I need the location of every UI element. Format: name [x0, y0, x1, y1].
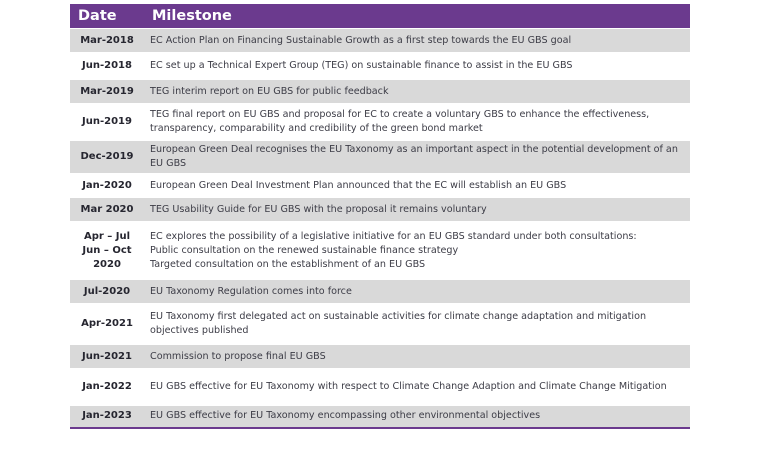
- date-cell: Mar-2018: [70, 29, 144, 53]
- table-row: [70, 141, 690, 174]
- table-row: [70, 29, 690, 53]
- date-cell: Mar 2020: [70, 198, 144, 222]
- milestone-cell: EC set up a Technical Expert Group (TEG) on sustainable finance to assist in the EU GBS: [144, 53, 690, 80]
- date-cell: Jan-2022: [70, 369, 144, 406]
- milestone-cell: EU Taxonomy first delegated act on sustainable activities for climate change adaptation and mitigation objectives published: [144, 304, 690, 345]
- table-row: [70, 53, 690, 80]
- date-cell: Mar-2019: [70, 80, 144, 104]
- table-header-row: [70, 4, 690, 29]
- date-cell: Jan-2020: [70, 174, 144, 198]
- milestone-table: [70, 4, 690, 429]
- table-row: [70, 304, 690, 345]
- table-body: [70, 29, 690, 428]
- milestone-cell: European Green Deal recognises the EU Taxonomy as an important aspect in the potential development of an EU GBS: [144, 141, 690, 174]
- milestone-cell: European Green Deal Investment Plan announced that the EC will establish an EU GBS: [144, 174, 690, 198]
- date-cell: Jun-2018: [70, 53, 144, 80]
- milestone-cell: Commission to propose final EU GBS: [144, 345, 690, 369]
- table-row: [70, 345, 690, 369]
- table-row: [70, 174, 690, 198]
- table-row: [70, 406, 690, 428]
- milestone-cell: EU GBS effective for EU Taxonomy with respect to Climate Change Adaption and Climate Change Mitigation: [144, 369, 690, 406]
- milestone-cell: TEG interim report on EU GBS for public feedback: [144, 80, 690, 104]
- milestone-cell: EU GBS effective for EU Taxonomy encompassing other environmental objectives: [144, 406, 690, 428]
- table-row: [70, 198, 690, 222]
- milestone-column-header: Milestone: [144, 4, 690, 29]
- milestone-cell: EU Taxonomy Regulation comes into force: [144, 280, 690, 304]
- table-row: [70, 80, 690, 104]
- date-column-header: Date: [70, 4, 144, 29]
- table-row: [70, 104, 690, 141]
- date-cell: Dec-2019: [70, 141, 144, 174]
- milestone-cell: EC Action Plan on Financing Sustainable Growth as a first step towards the EU GBS goal: [144, 29, 690, 53]
- date-cell: Apr-2021: [70, 304, 144, 345]
- table-row: [70, 280, 690, 304]
- date-cell: Jun-2019: [70, 104, 144, 141]
- table-row: [70, 222, 690, 280]
- date-cell: Jun-2021: [70, 345, 144, 369]
- table-row: [70, 369, 690, 406]
- milestone-cell: TEG final report on EU GBS and proposal for EC to create a voluntary GBS to enhance the effectiveness, transparency, comparability and credibility of the green bond market: [144, 104, 690, 141]
- date-cell: Jul-2020: [70, 280, 144, 304]
- milestone-cell: TEG Usability Guide for EU GBS with the proposal it remains voluntary: [144, 198, 690, 222]
- milestone-cell: EC explores the possibility of a legislative initiative for an EU GBS standard under both consultations: Public consultation on the renewed sustainable finance strategy Targeted consultation on the establishment of an EU GBS: [144, 222, 690, 280]
- date-cell: Jan-2023: [70, 406, 144, 428]
- date-cell: Apr – Jul Jun – Oct 2020: [70, 222, 144, 280]
